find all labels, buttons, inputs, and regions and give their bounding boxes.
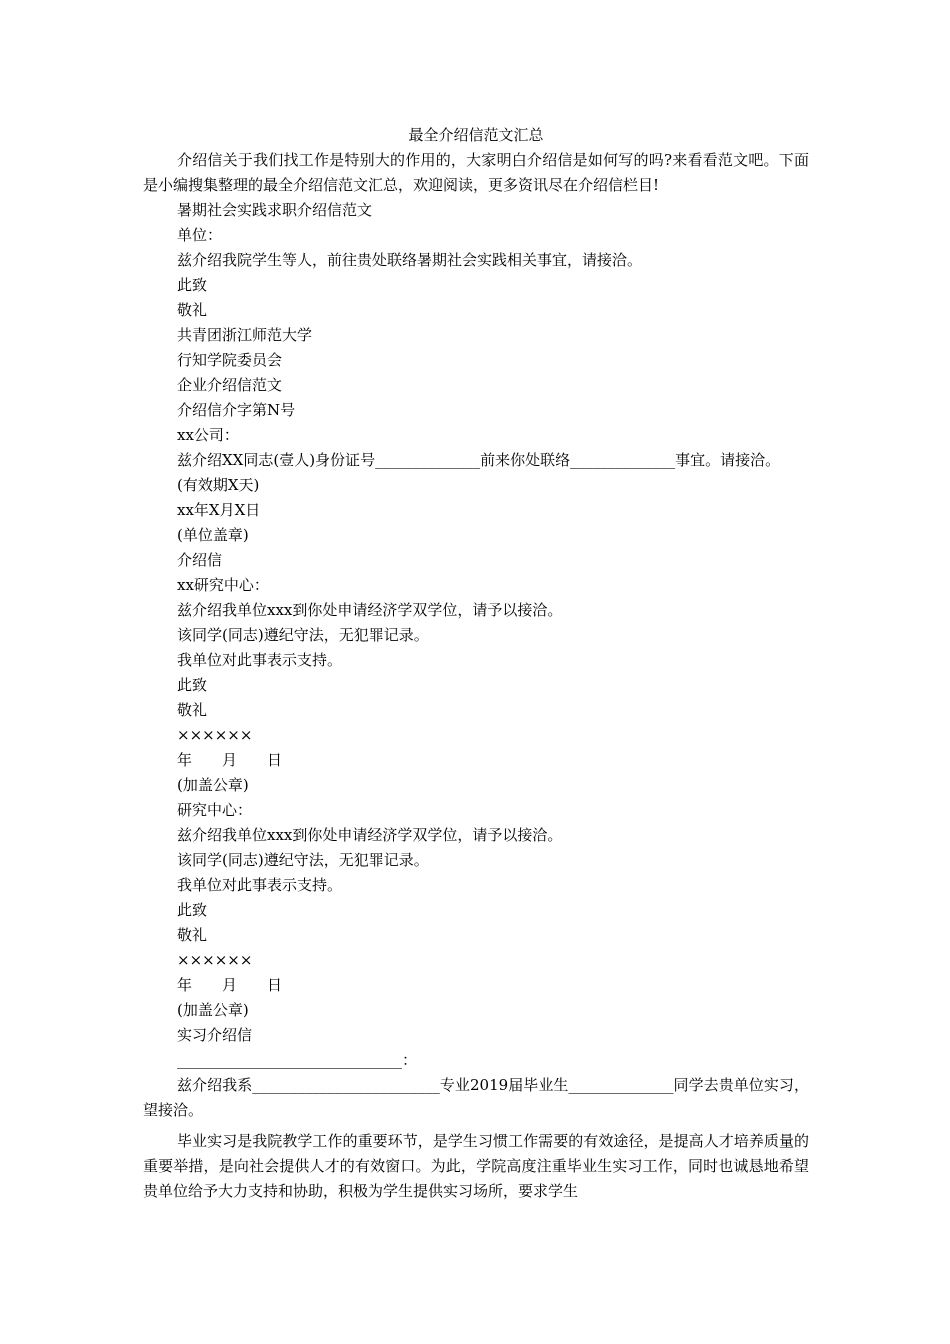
text-line: 敬礼 xyxy=(177,701,208,719)
text-line: 此致 xyxy=(177,676,208,694)
date-line: 年 月 日 xyxy=(177,751,283,769)
text-line: (有效期X天) xyxy=(177,476,260,494)
text-line: 单位： xyxy=(177,226,223,244)
text-line: 敬礼 xyxy=(177,301,208,319)
text-line: 研究中心： xyxy=(177,801,253,819)
text-line: 兹介绍我单位xxx到你处申请经济学双学位，请予以接洽。 xyxy=(177,601,563,619)
text-line: 该同学(同志)遵纪守法，无犯罪记录。 xyxy=(177,851,429,869)
intern-letter-paragraph: 兹介绍我系_________________________专业2019届毕业生______________同学去贵单位实习，望接洽。 xyxy=(143,1076,809,1119)
text-line: 兹介绍我单位xxx到你处申请经济学双学位，请予以接洽。 xyxy=(177,826,563,844)
signature-placeholder: ×××××× xyxy=(177,726,253,744)
date-line: 年 月 日 xyxy=(177,976,283,994)
signature-placeholder: ×××××× xyxy=(177,951,253,969)
text-line: 兹介绍我院学生等人，前往贵处联络暑期社会实践相关事宜，请接洽。 xyxy=(177,251,643,269)
text-line: (加盖公章) xyxy=(177,1001,249,1019)
text-line: 介绍信 xyxy=(177,551,223,569)
text-line: 共青团浙江师范大学 xyxy=(177,326,313,344)
final-paragraph: 毕业实习是我院教学工作的重要环节，是学生习惯工作需要的有效途径，是提高人才培养质量的重要举措，是向社会提供人才的有效窗口。为此，学院高度注重毕业生实习工作，同时也诚恳地希望贵单位给予大力支持和协助，积极为学生提供实习场所，要求学生 xyxy=(143,1132,809,1200)
text-line: 暑期社会实践求职介绍信范文 xyxy=(177,201,373,219)
text-line: 我单位对此事表示支持。 xyxy=(177,651,343,669)
document-page xyxy=(143,123,809,1204)
text-line: 企业介绍信范文 xyxy=(177,376,283,394)
text-line: 行知学院委员会 xyxy=(177,351,283,369)
text-line: 此致 xyxy=(177,901,208,919)
text-line: 此致 xyxy=(177,276,208,294)
text-line: 我单位对此事表示支持。 xyxy=(177,876,343,894)
text-line: xx公司： xyxy=(177,426,239,444)
text-line: (加盖公章) xyxy=(177,776,249,794)
text-line: 敬礼 xyxy=(177,926,208,944)
text-line: 实习介绍信 xyxy=(177,1026,253,1044)
text-line: xx年X月X日 xyxy=(177,501,261,519)
document-title: 最全介绍信范文汇总 xyxy=(408,126,544,144)
text-line: 该同学(同志)遵纪守法，无犯罪记录。 xyxy=(177,626,429,644)
recipient-blank-line: ______________________________： xyxy=(177,1051,418,1069)
text-line: (单位盖章) xyxy=(177,526,249,544)
text-line: 介绍信介字第N号 xyxy=(177,401,296,419)
company-letter-paragraph: 兹介绍XX同志(壹人)身份证号______________前来你处联络______________事宜。请接洽。 xyxy=(177,451,781,469)
text-line: xx研究中心： xyxy=(177,576,269,594)
intro-paragraph: 介绍信关于我们找工作是特别大的作用的，大家明白介绍信是如何写的吗?来看看范文吧。下面是小编搜集整理的最全介绍信范文汇总，欢迎阅读，更多资讯尽在介绍信栏目! xyxy=(143,151,809,194)
